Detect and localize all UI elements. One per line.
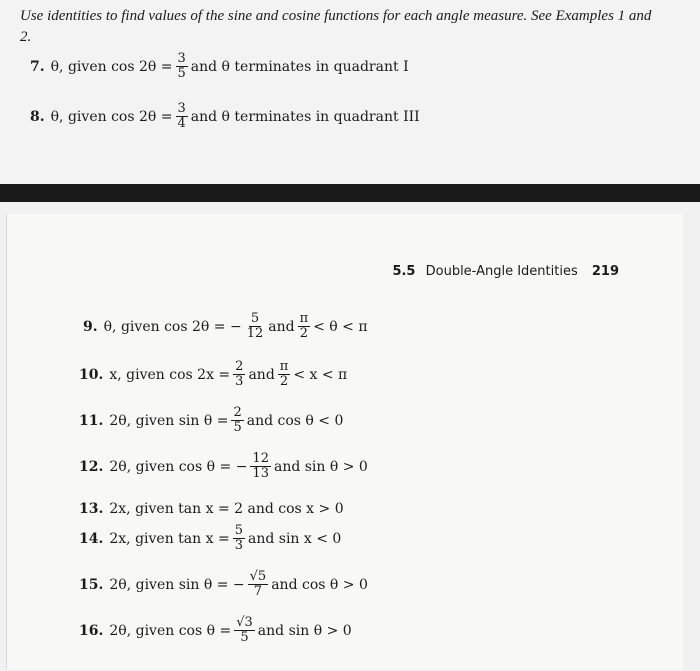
problem-rest: and sin θ > 0 [257, 622, 352, 639]
problem-target: 2θ, [109, 458, 132, 475]
problem-given: given cos 2θ = [120, 318, 226, 335]
page-divider-band [0, 184, 700, 202]
denominator: 5 [233, 420, 242, 435]
problem-target: θ, [50, 108, 64, 125]
problem-rest: < θ < π [313, 318, 368, 335]
problem-15 [79, 570, 368, 599]
problem-given: given tan x = 2 and cos x > 0 [135, 501, 344, 517]
problem-number: 11. [79, 412, 104, 429]
denominator: 3 [235, 374, 244, 389]
bottom-page-region [0, 202, 700, 671]
problem-rest: and θ terminates in quadrant I [190, 58, 409, 75]
numerator: π [279, 359, 289, 374]
problem-target: 2θ, [109, 412, 132, 429]
problem-12 [79, 452, 368, 481]
numerator: π [299, 311, 309, 326]
problem-number: 12. [79, 458, 104, 475]
problem-number: 14. [79, 530, 104, 547]
problem-rest: < x < π [293, 366, 348, 383]
problem-number: 7. [30, 58, 45, 75]
problem-rest: and cos θ < 0 [246, 412, 344, 429]
fraction [233, 524, 245, 553]
problem-number: 9. [83, 318, 98, 335]
fraction [250, 452, 271, 481]
fraction [231, 406, 243, 435]
numerator: 5 [234, 523, 243, 538]
problem-7 [30, 52, 409, 81]
textbook-page [6, 214, 683, 669]
problem-14 [79, 524, 341, 553]
fraction [233, 360, 245, 389]
denominator: 5 [240, 630, 249, 645]
numerator: √3 [236, 615, 253, 630]
denominator: 12 [246, 326, 264, 341]
instructions-text: Use identities to find values of the sine and cosine functions for each angle measure. See Examples 1 and 2. [20, 8, 652, 45]
denominator: 2 [299, 326, 308, 341]
numerator: 2 [233, 405, 242, 420]
problem-mid: and [268, 318, 295, 335]
section-number: 5.5 [392, 264, 416, 279]
problem-given: given cos 2θ = [67, 58, 173, 75]
numerator: 5 [250, 311, 260, 326]
problem-target: 2x, [109, 530, 131, 547]
numerator: 2 [235, 359, 244, 374]
problem-given: given sin θ = [135, 576, 229, 593]
numerator: √5 [249, 569, 267, 584]
page-header [392, 264, 619, 279]
problem-11 [79, 406, 343, 435]
problem-13 [79, 501, 344, 517]
problem-rest: and sin x < 0 [247, 530, 342, 547]
denominator: 4 [177, 116, 186, 131]
problem-target: 2θ, [109, 622, 132, 639]
problem-number: 10. [79, 366, 104, 383]
problem-9 [83, 312, 368, 341]
problem-mid: and [248, 366, 275, 383]
problem-given: given cos θ = [135, 622, 232, 639]
minus-sign: − [232, 576, 245, 593]
numerator: 3 [177, 101, 186, 116]
numerator: 3 [177, 51, 186, 66]
denominator: 7 [253, 584, 263, 599]
minus-sign: − [229, 318, 242, 335]
problem-8 [30, 102, 420, 131]
problem-given: given cos θ = [135, 458, 232, 475]
problem-target: x, [109, 366, 122, 383]
numerator: 12 [252, 451, 269, 466]
denominator: 5 [177, 66, 186, 81]
fraction [245, 312, 266, 341]
problem-number: 16. [79, 622, 104, 639]
problem-given: given sin θ = [135, 412, 229, 429]
denominator: 13 [252, 466, 269, 481]
denominator: 3 [234, 538, 243, 553]
problem-rest: and sin θ > 0 [273, 458, 368, 475]
problem-target: 2θ, [109, 576, 132, 593]
fraction [248, 570, 269, 599]
problem-target: θ, [103, 318, 117, 335]
minus-sign: − [235, 458, 248, 475]
problem-number: 13. [79, 501, 104, 517]
problem-target: θ, [50, 58, 64, 75]
fraction [176, 102, 188, 131]
problem-given: given cos 2θ = [67, 108, 173, 125]
fraction [234, 616, 255, 645]
section-title: Double-Angle Identities [425, 264, 578, 279]
problem-given: given tan x = [135, 530, 230, 547]
denominator: 2 [279, 374, 289, 389]
problem-rest: and cos θ > 0 [271, 576, 368, 593]
problem-16 [79, 616, 352, 645]
top-page-region [0, 0, 700, 184]
fraction-2 [278, 360, 291, 389]
problem-given: given cos 2x = [126, 366, 231, 383]
problem-number: 15. [79, 576, 104, 593]
problem-rest: and θ terminates in quadrant III [190, 108, 420, 125]
fraction [176, 52, 188, 81]
problem-target: 2x, [109, 501, 131, 517]
fraction-2 [298, 312, 311, 341]
problem-number: 8. [30, 108, 45, 125]
page-number: 219 [591, 264, 619, 279]
problem-10 [79, 360, 347, 389]
